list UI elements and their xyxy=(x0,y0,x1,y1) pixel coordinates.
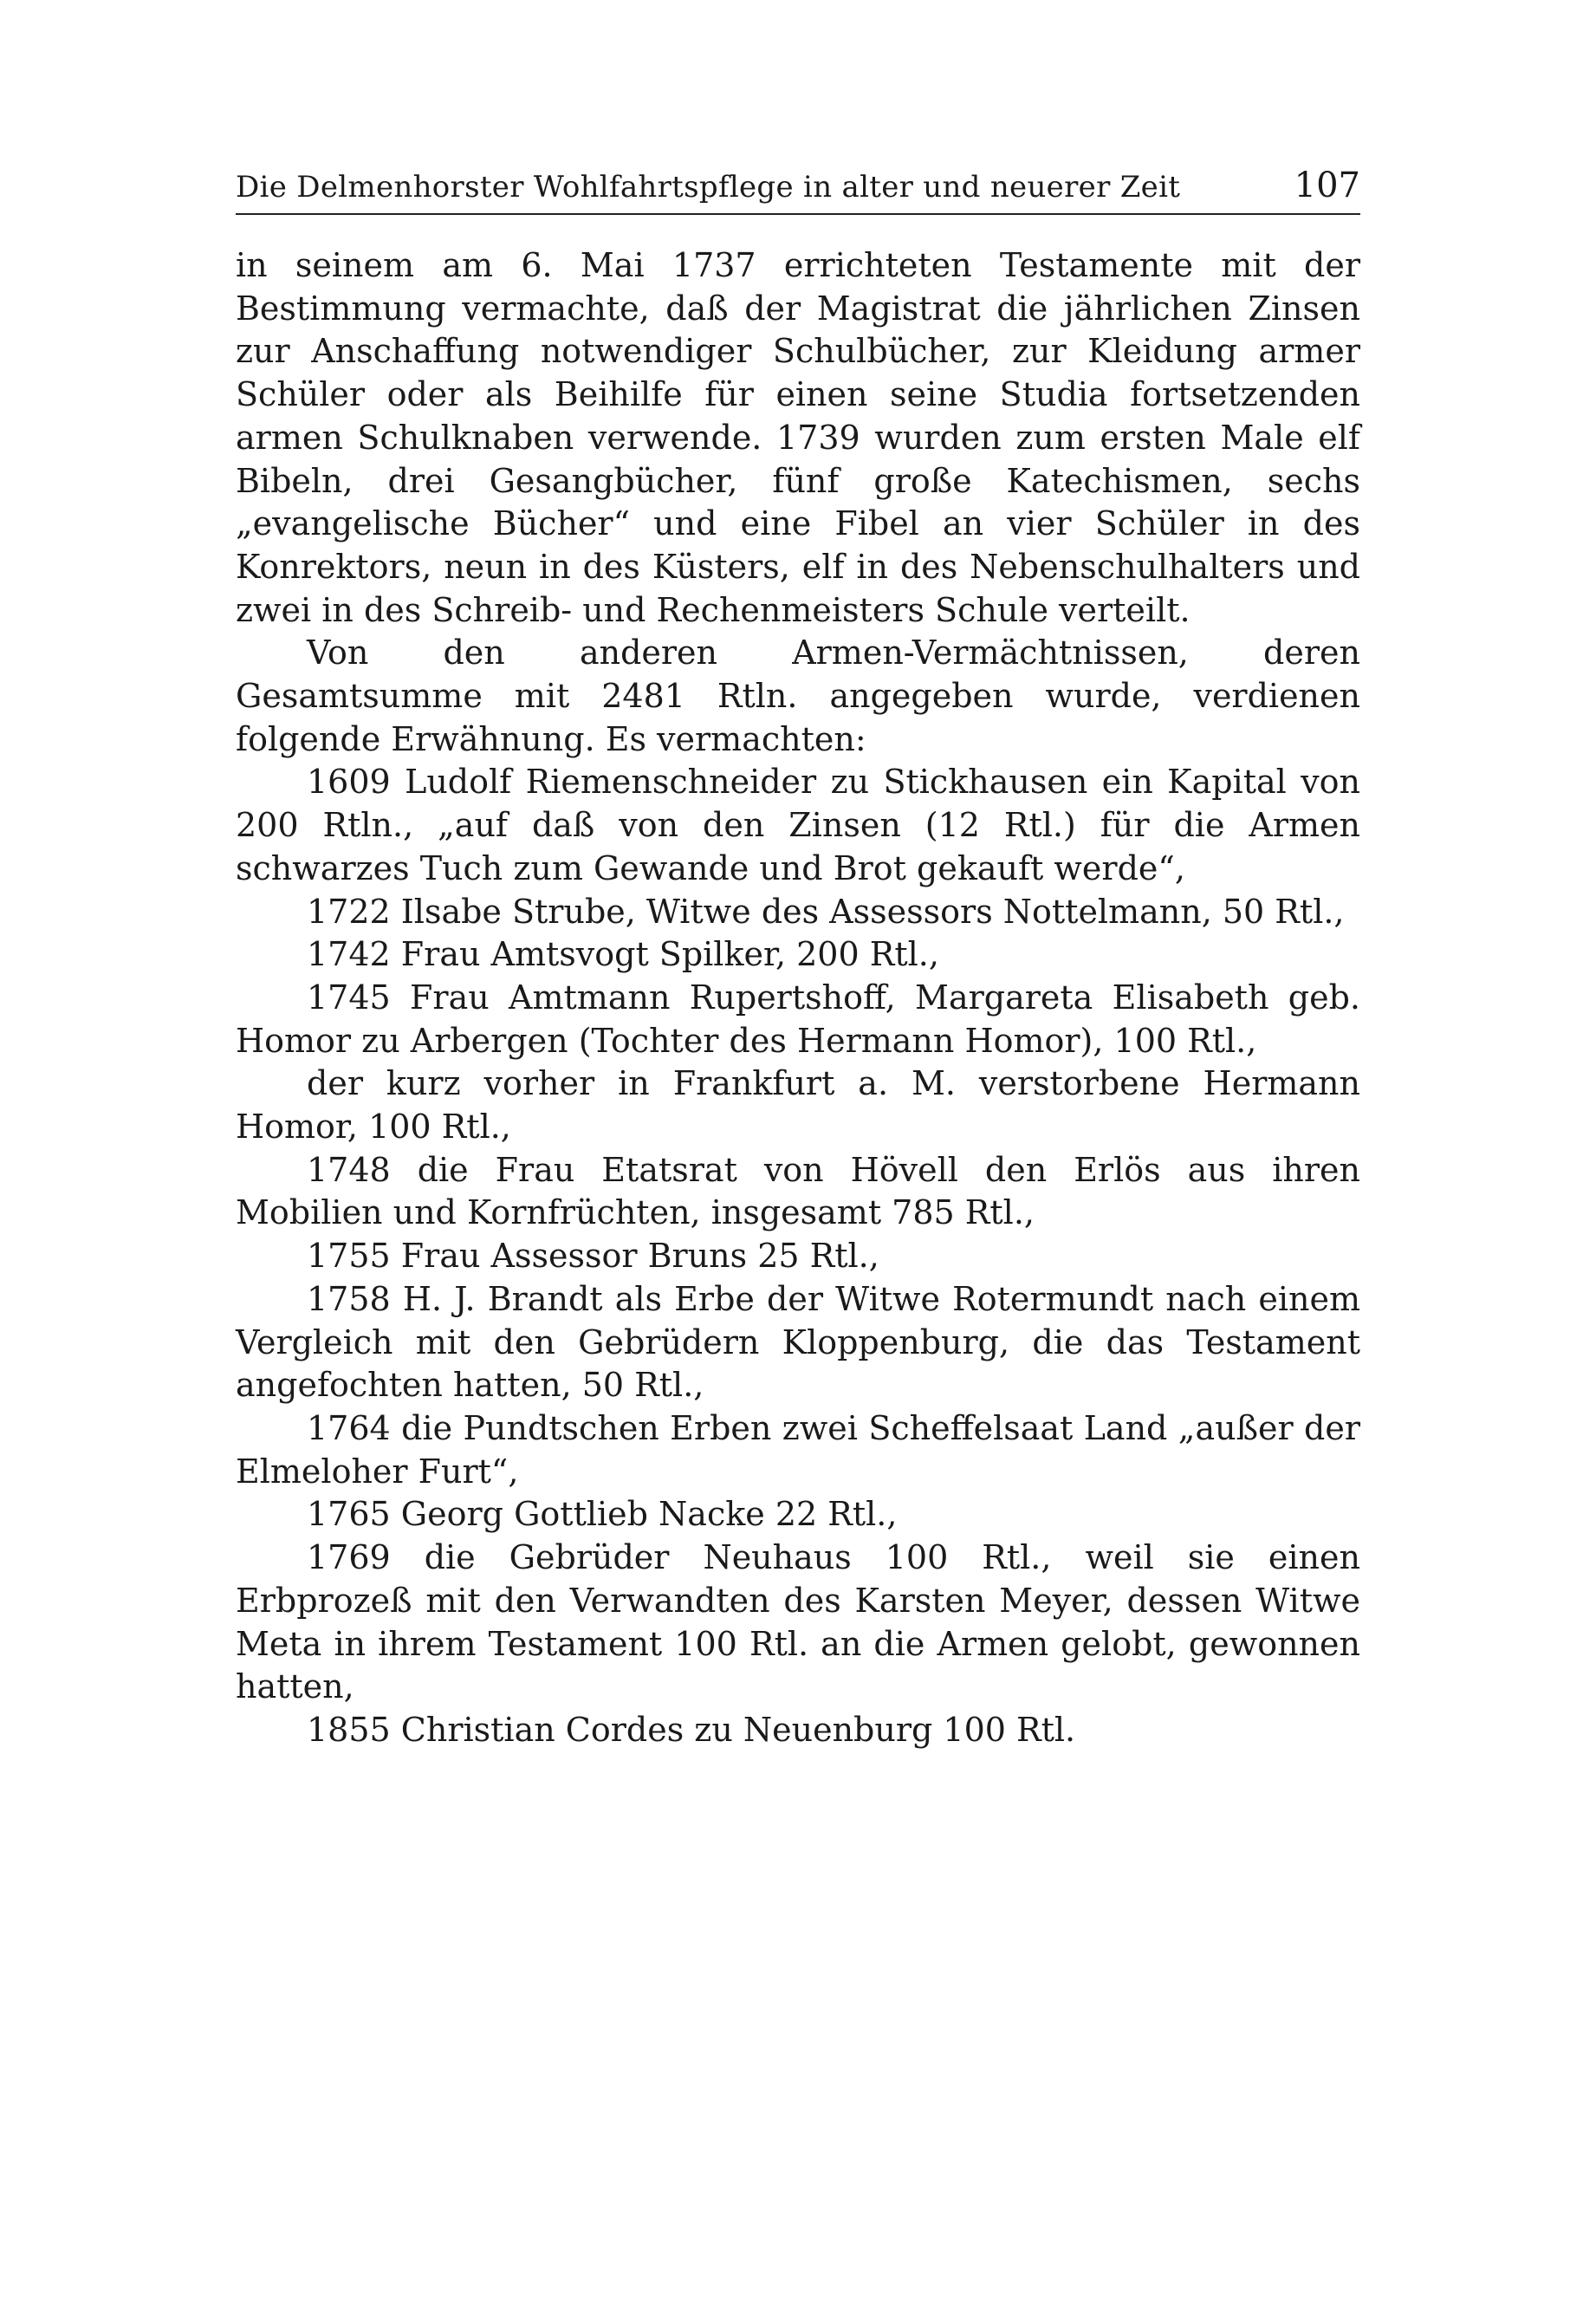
book-page xyxy=(236,165,1360,1752)
bequest-entry: 1855 Christian Cordes zu Neuenburg 100 Rtl. xyxy=(307,1710,1076,1749)
running-header xyxy=(236,165,1360,215)
bequest-entry: 1722 Ilsabe Strube, Witwe des Assessors Nottelmann, 50 Rtl., xyxy=(307,892,1345,931)
bequest-entry: 1758 H. J. Brandt als Erbe der Witwe Rotermundt nach einem Vergleich mit den Gebrüdern Kloppenburg, die das Testament angefochten hatten, 50 Rtl., xyxy=(236,1279,1360,1405)
bequest-entry: 1745 Frau Amtmann Rupertshoff, Margareta Elisabeth geb. Homor zu Arbergen (Tochter des Hermann Homor), 100 Rtl., xyxy=(236,978,1360,1060)
body-text xyxy=(236,244,1360,1752)
bequest-entry: 1769 die Gebrüder Neuhaus 100 Rtl., weil sie einen Erbprozeß mit den Verwandten des Karsten Meyer, dessen Witwe Meta in ihrem Testament 100 Rtl. an die Armen gelobt, gewonnen hatten, xyxy=(236,1538,1360,1706)
bequest-entry: 1742 Frau Amtsvogt Spilker, 200 Rtl., xyxy=(307,935,939,974)
paragraph-continuation: in seinem am 6. Mai 1737 errichteten Testamente mit der Bestimmung vermachte, daß der Magistrat die jährlichen Zinsen zur Anschaffung notwendiger Schulbücher, zur Kleidung armer Schüler oder als Beihilfe für einen seine Studia fortsetzenden armen Schulknaben verwende. 1739 wurden zum ersten Male elf Bibeln, drei Gesangbücher, fünf große Katechismen, sechs „evangelische Bücher“ und eine Fibel an vier Schüler in des Konrektors, neun in des Küsters, elf in des Nebenschulhalters und zwei in des Schreib- und Rechenmeisters Schule verteilt. xyxy=(236,246,1360,629)
bequest-entry: der kurz vorher in Frankfurt a. M. verstorbene Hermann Homor, 100 Rtl., xyxy=(236,1064,1360,1147)
bequest-entry: 1755 Frau Assessor Bruns 25 Rtl., xyxy=(307,1237,879,1276)
running-title: Die Delmenhorster Wohlfahrtspflege in alter und neuerer Zeit xyxy=(236,170,1181,205)
bequest-entry: 1748 die Frau Etatsrat von Hövell den Erlös aus ihren Mobilien und Kornfrüchten, insgesamt 785 Rtl., xyxy=(236,1150,1360,1232)
paragraph-intro-bequests: Von den anderen Armen-Vermächtnissen, deren Gesamtsumme mit 2481 Rtln. angegeben wurde, verdienen folgende Erwähnung. Es vermachten: xyxy=(236,633,1360,758)
bequest-entry: 1609 Ludolf Riemenschneider zu Stickhausen ein Kapital von 200 Rtln., „auf daß von den Zinsen (12 Rtl.) für die Armen schwarzes Tuch zum Gewande und Brot gekauft werde“, xyxy=(236,763,1360,887)
page-number: 107 xyxy=(1294,166,1360,205)
bequest-entry: 1764 die Pundtschen Erben zwei Scheffelsaat Land „außer der Elmeloher Furt“, xyxy=(236,1408,1360,1491)
bequest-entry: 1765 Georg Gottlieb Nacke 22 Rtl., xyxy=(307,1495,898,1534)
